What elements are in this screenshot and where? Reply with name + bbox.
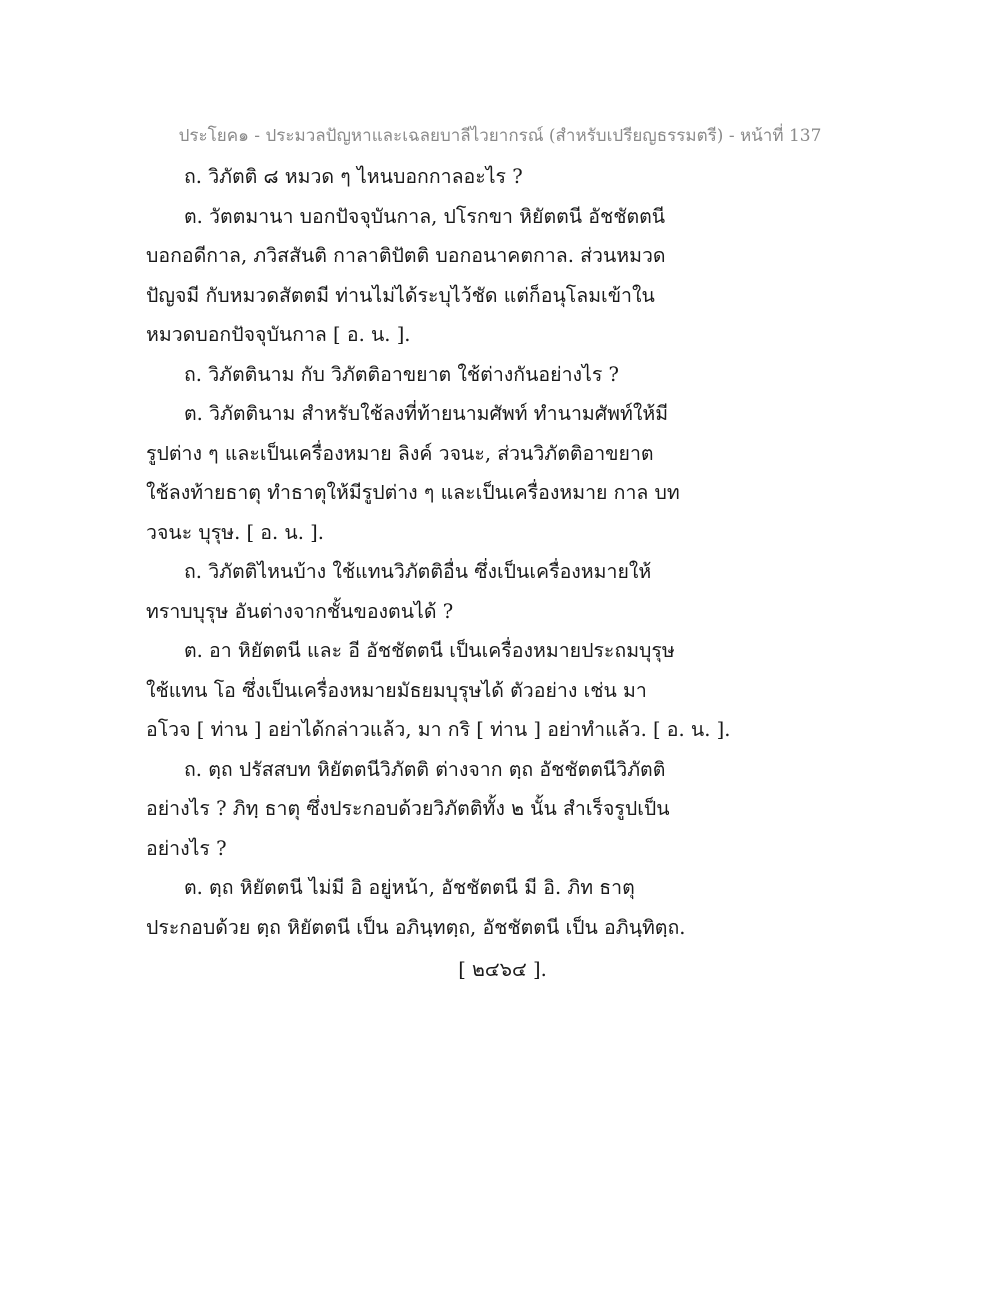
question-line: อย่างไร ? ภิทฺ ธาตุ ซึ่งประกอบด้วยวิภัตติทั้ง ๒ นั้น สำเร็จรูปเป็น: [146, 797, 670, 820]
answer-line: ต. วิภัตตินาม สำหรับใช้ลงที่ท้ายนามศัพท์ ทำนามศัพท์ให้มี: [184, 402, 669, 425]
body-text: [146, 157, 731, 947]
reference-text: [ ๒๔๖๔ ].: [458, 958, 547, 981]
answer-line: ปัญจมี กับหมวดสัตตมี ท่านไม่ได้ระบุไว้ชัด แต่ก็อนุโลมเข้าใน: [146, 283, 655, 307]
answer-line: ใช้แทน โอ ซึ่งเป็นเครื่องหมายมัธยมบุรุษได้ ตัวอย่าง เช่น มา: [146, 678, 647, 702]
answer-line: ประกอบด้วย ตฺถ หิยัตตนี เป็น อภินฺทตฺถ, อัชชัตตนี เป็น อภินฺทิตฺถ.: [146, 915, 686, 939]
exam-year-reference: [0, 954, 1000, 985]
question-line: ถ. วิภัตตินาม กับ วิภัตติอาขยาต ใช้ต่างกันอย่างไร ?: [184, 362, 619, 386]
answer-line: ต. ตฺถ หิยัตตนี ไม่มี อิ อยู่หน้า, อัชชัตตนี มี อิ. ภิท ธาตุ: [184, 876, 635, 899]
question-line: ถ. ตฺถ ปรัสสบท หิยัตตนีวิภัตติ ต่างจาก ตฺถ อัชชัตตนีวิภัตติ: [184, 757, 666, 781]
running-header: ประโยค๑ - ประมวลปัญหาและเฉลยบาลีไวยากรณ์ (สำหรับเปรียญธรรมตรี) - หน้าที่ 137: [178, 126, 822, 146]
question-line: อย่างไร ?: [146, 836, 227, 860]
answer-line: ใช้ลงท้ายธาตุ ทำธาตุให้มีรูปต่าง ๆ และเป็นเครื่องหมาย กาล บท: [146, 481, 680, 504]
answer-line: รูปต่าง ๆ และเป็นเครื่องหมาย ลิงค์ วจนะ, ส่วนวิภัตติอาขยาต: [146, 441, 654, 465]
answer-line: วจนะ บุรุษ. [ อ. น. ].: [146, 520, 324, 544]
question-line: ถ. วิภัตติไหนบ้าง ใช้แทนวิภัตติอื่น ซึ่งเป็นเครื่องหมายให้: [184, 560, 652, 583]
question-line: ทราบบุรุษ อันต่างจากชั้นของตนได้ ?: [146, 599, 454, 623]
answer-line: อโวจ [ ท่าน ] อย่าได้กล่าวแล้ว, มา กริ [ ท่าน ] อย่าทำแล้ว. [ อ. น. ].: [146, 718, 731, 741]
question-line: ถ. วิภัตติ ๘ หมวด ๆ ไหนบอกกาลอะไร ?: [184, 165, 523, 188]
answer-line: ต. อา หิยัตตนี และ อี อัชชัตตนี เป็นเครื่องหมายประถมบุรุษ: [184, 639, 675, 662]
answer-line: บอกอดีกาล, ภวิสสันติ กาลาติปัตติ บอกอนาคตกาล. ส่วนหมวด: [146, 244, 666, 267]
answer-line: หมวดบอกปัจจุบันกาล [ อ. น. ].: [146, 323, 411, 346]
answer-line: ต. วัตตมานา บอกปัจจุบันกาล, ปโรกขา หิยัตตนี อัชชัตตนี: [184, 204, 666, 228]
